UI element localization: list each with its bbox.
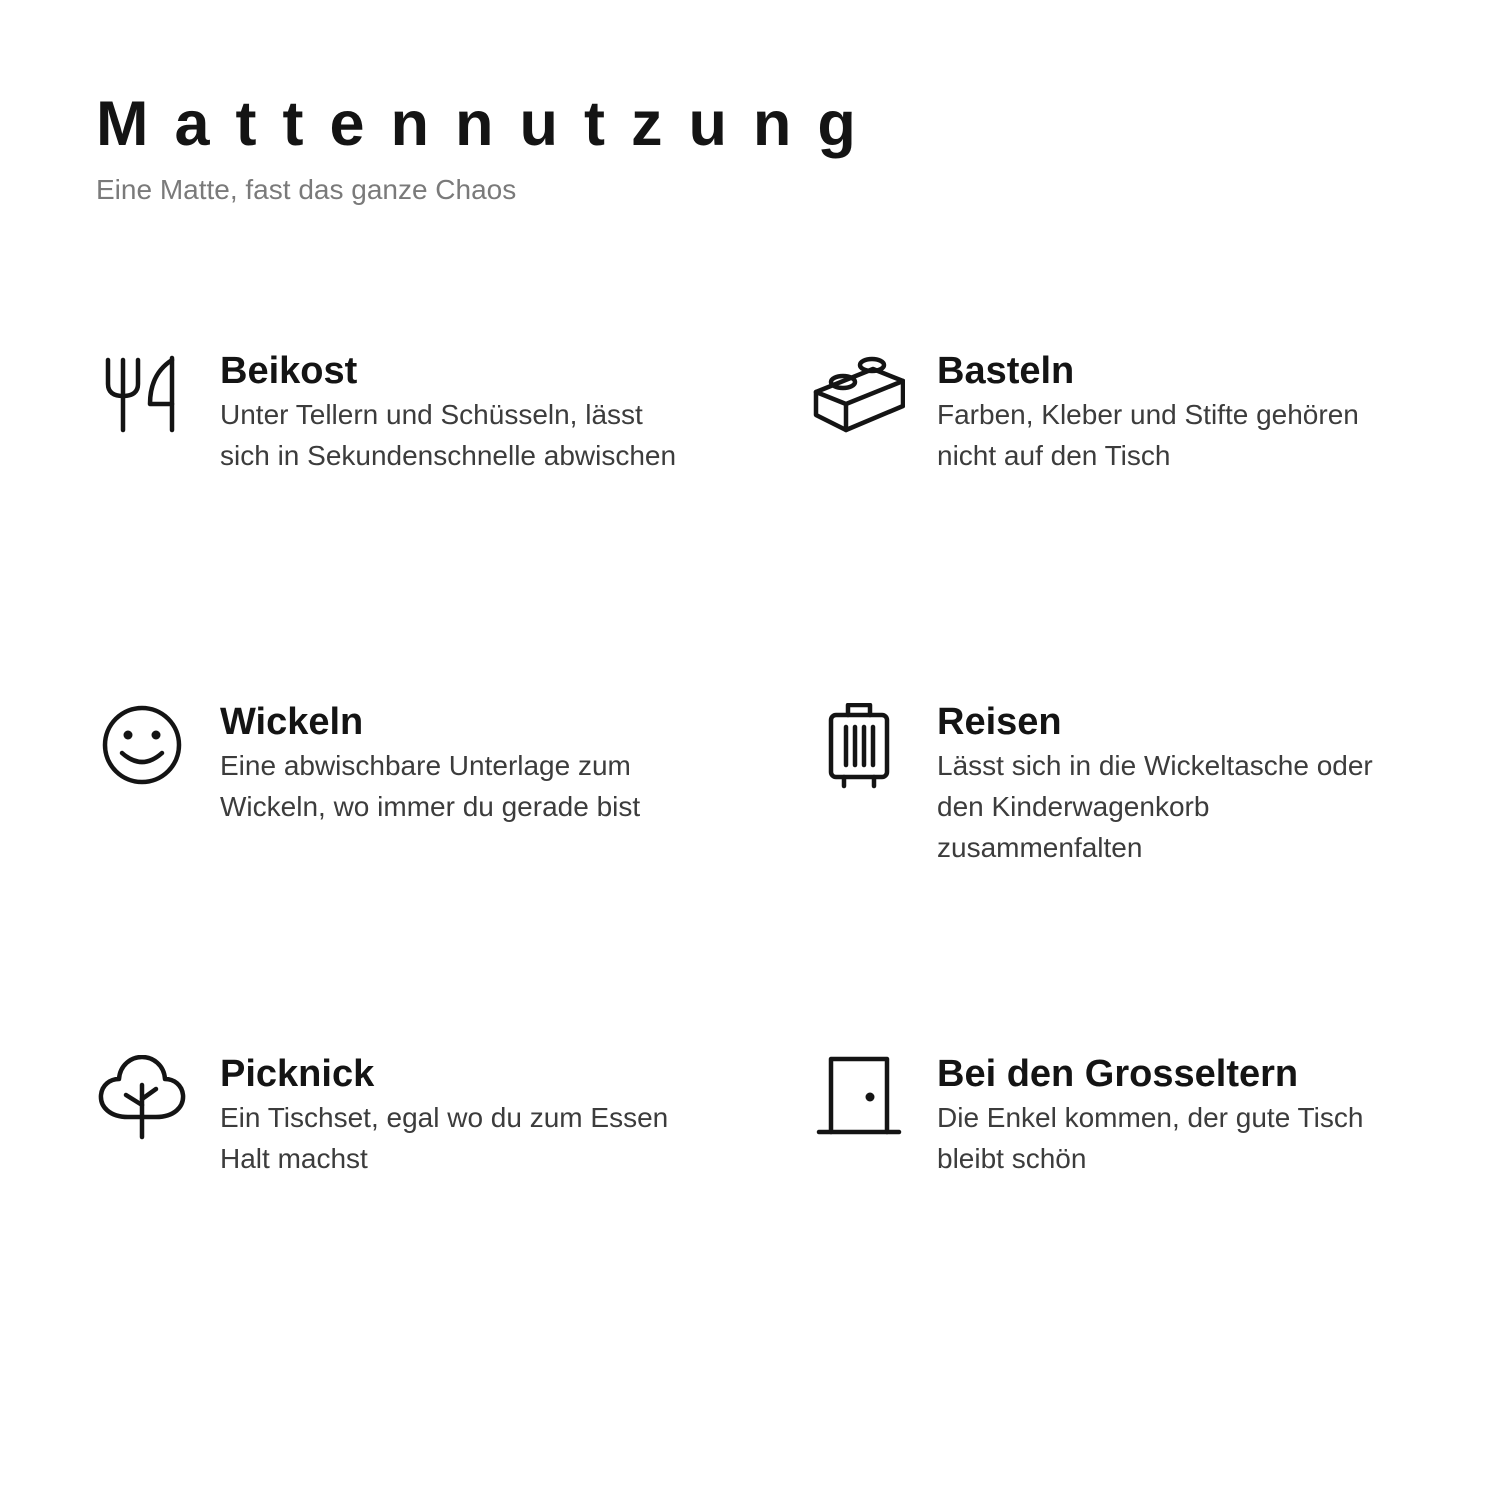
feature-title: Bei den Grosseltern	[937, 1053, 1299, 1095]
suitcase-icon	[813, 703, 905, 795]
feature-description: Farben, Kleber und Stifte gehören nicht auf den Tisch	[937, 399, 1359, 471]
feature-description: Eine abwischbare Unterlage zum Wickeln, wo immer du gerade bist	[220, 750, 641, 822]
smiley-face-icon	[96, 703, 188, 795]
fork-knife-icon	[96, 352, 188, 444]
feature-title: Reisen	[937, 701, 1062, 743]
feature-title: Picknick	[220, 1053, 375, 1095]
page-title: Mattennutzung	[96, 89, 882, 159]
door-icon	[813, 1055, 905, 1147]
tree-icon	[96, 1055, 188, 1147]
feature-description: Lässt sich in die Wickeltasche oder den Kinderwagenkorb zusammenfalten	[937, 750, 1373, 863]
feature-title: Wickeln	[220, 701, 364, 743]
building-brick-icon	[813, 352, 905, 444]
feature-description: Ein Tischset, egal wo du zum Essen Halt machst	[220, 1102, 669, 1174]
feature-title: Basteln	[937, 350, 1075, 392]
page-subtitle: Eine Matte, fast das ganze Chaos	[96, 174, 517, 205]
feature-description: Unter Tellern und Schüsseln, lässt sich in Sekundenschnelle abwischen	[220, 399, 677, 471]
feature-title: Beikost	[220, 350, 358, 392]
feature-description: Die Enkel kommen, der gute Tisch bleibt schön	[937, 1102, 1364, 1174]
